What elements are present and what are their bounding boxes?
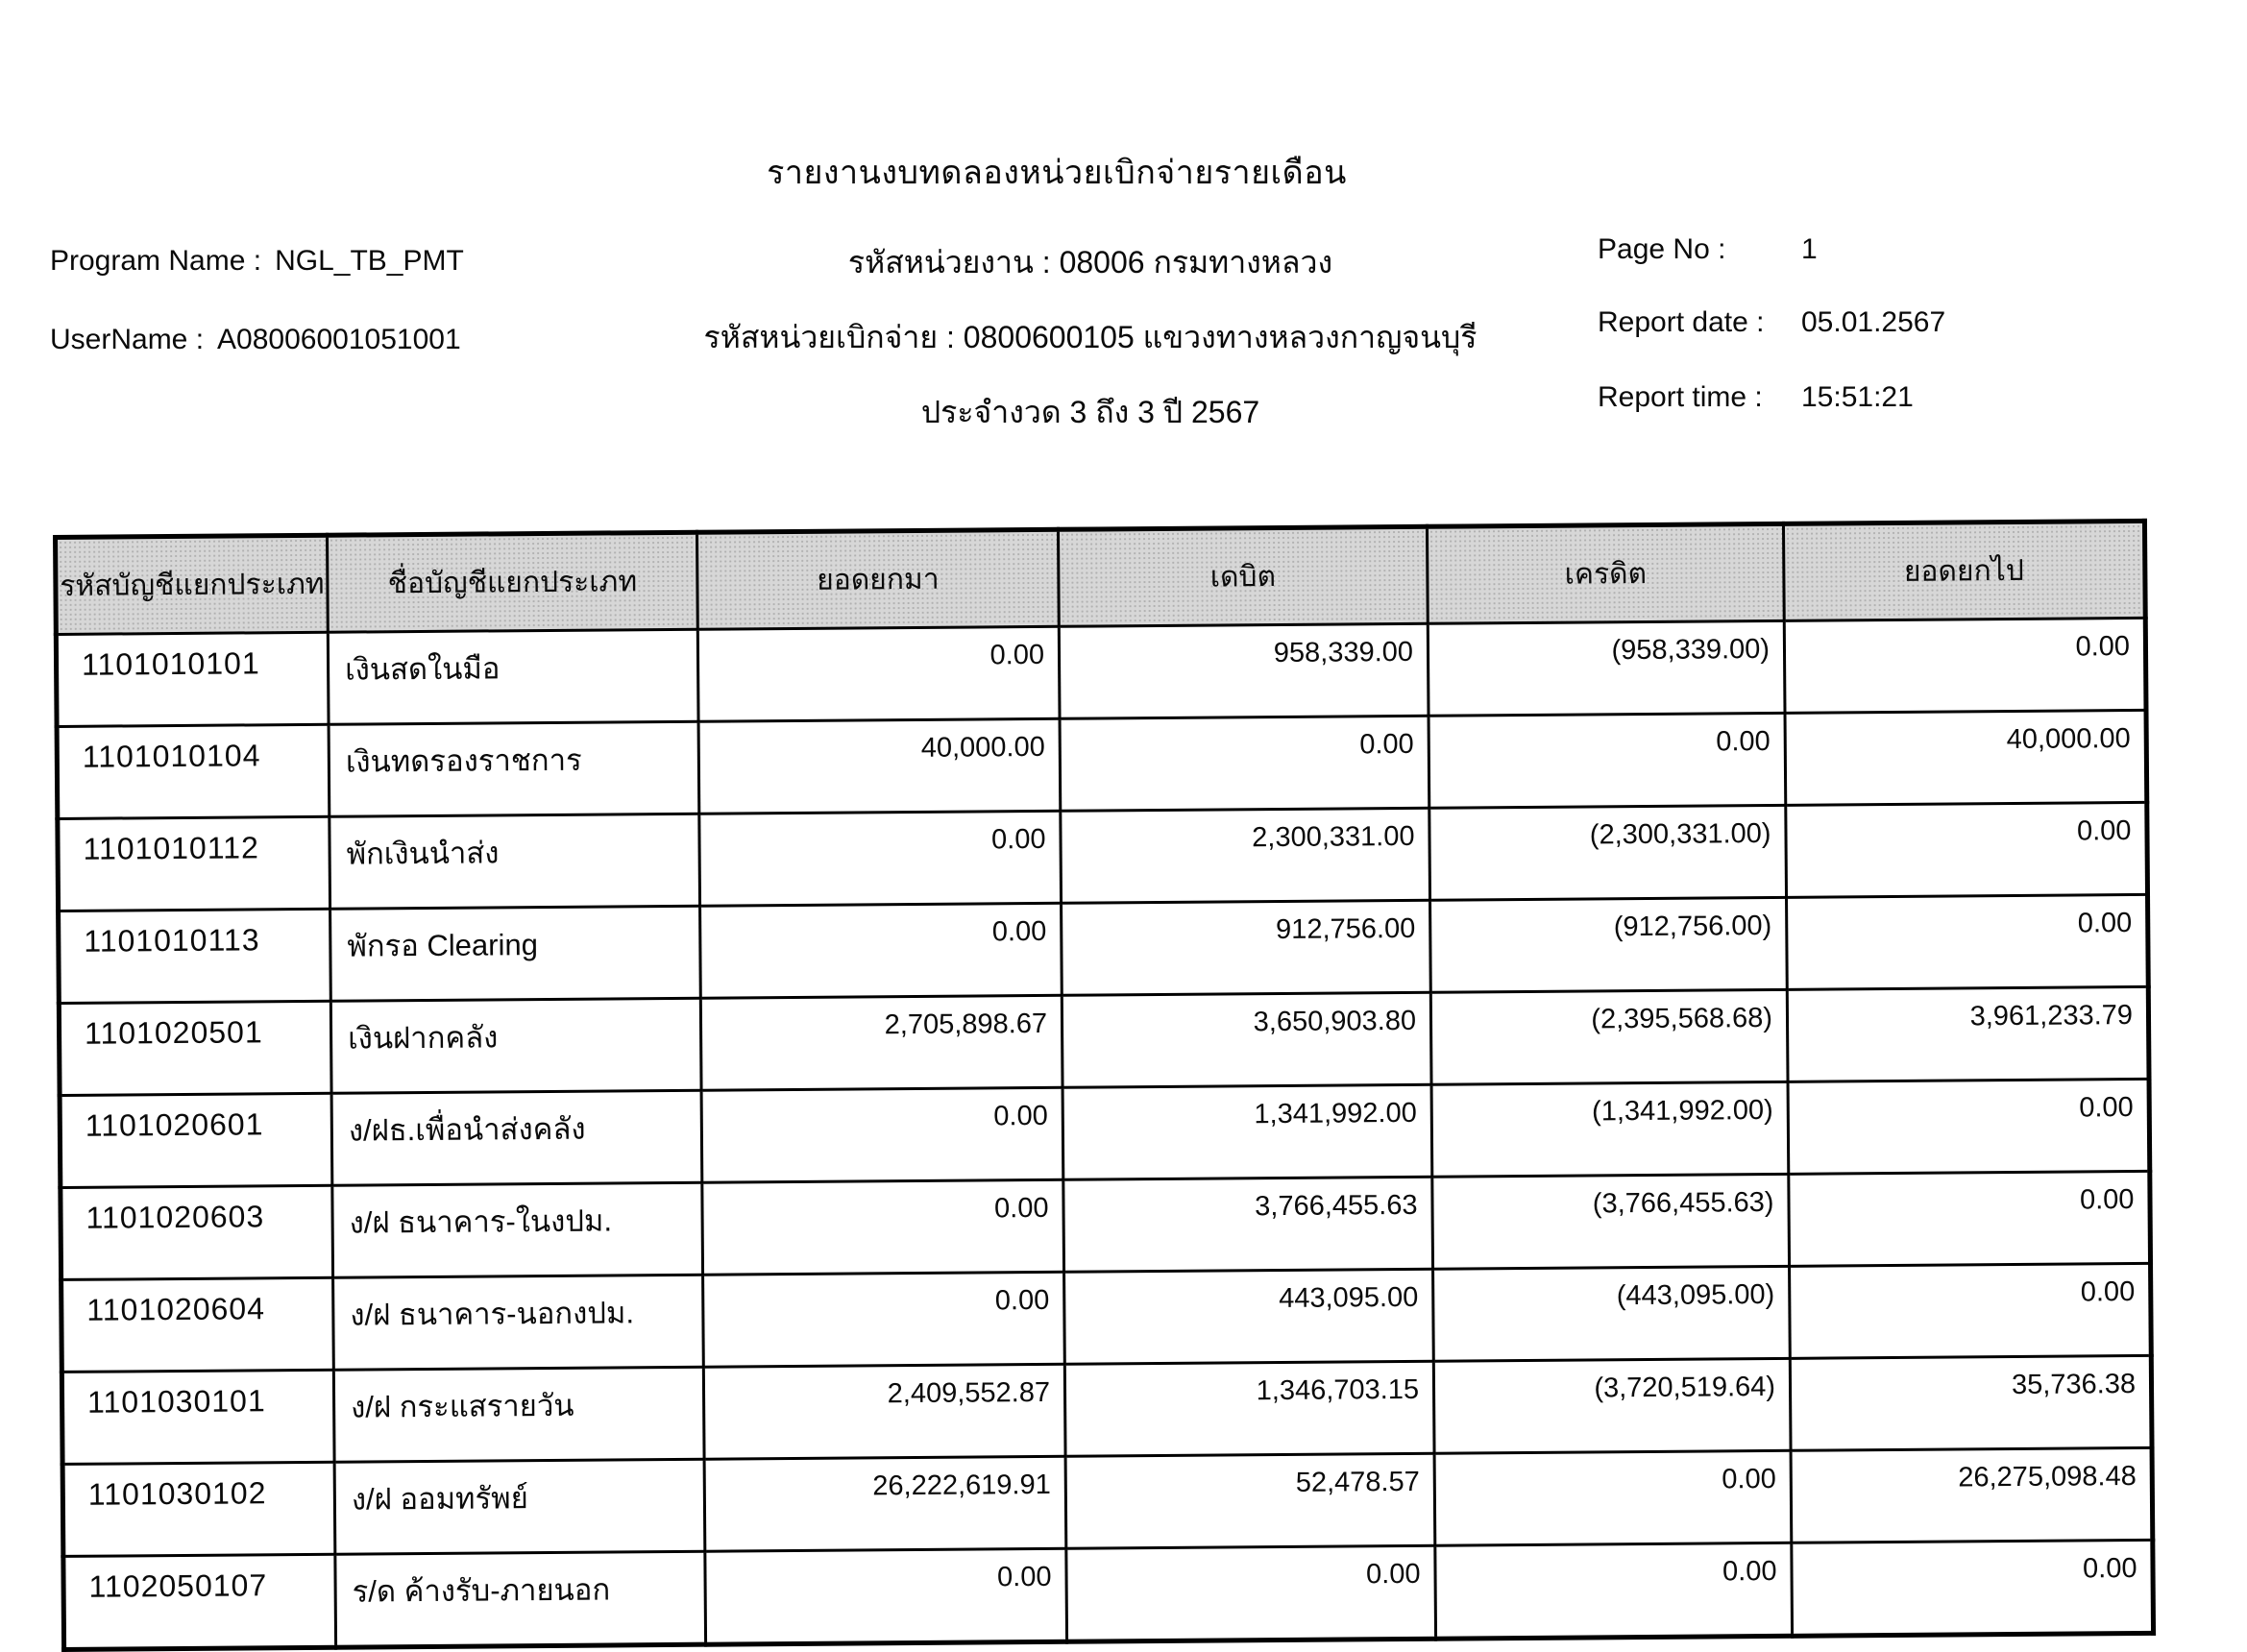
- table-row: [60, 1079, 2150, 1187]
- balance-forward-cell: 0.00: [701, 1087, 1063, 1182]
- carry-forward-cell: 0.00: [1788, 1079, 2150, 1174]
- page-no-label: Page No :: [1598, 233, 1726, 265]
- report-date-value: 05.01.2567: [1801, 306, 1946, 338]
- account-name-cell: ง/ฝ กระแสรายวัน: [333, 1367, 704, 1462]
- page-no-line: [1598, 233, 1818, 266]
- account-name-cell: ร/ด ค้างรับ-ภายนอก: [335, 1551, 706, 1647]
- account-code-cell: 1101020601: [60, 1093, 332, 1187]
- account-code-cell: 1101010113: [59, 909, 331, 1003]
- account-code-cell: 1101030102: [62, 1462, 335, 1556]
- credit-cell: 0.00: [1429, 713, 1786, 808]
- program-name-line: [50, 245, 464, 278]
- credit-cell: (2,300,331.00): [1429, 805, 1787, 900]
- table-row: [57, 710, 2147, 818]
- balance-forward-cell: 0.00: [702, 1179, 1064, 1275]
- report-date-label: Report date :: [1598, 306, 1765, 338]
- column-header-account-code: รหัสบัญชีแยกประเภท: [56, 535, 329, 634]
- debit-cell: 3,650,903.80: [1062, 992, 1431, 1087]
- credit-cell: (3,766,455.63): [1432, 1174, 1790, 1269]
- debit-cell: 52,478.57: [1065, 1453, 1435, 1548]
- credit-cell: (1,341,992.00): [1431, 1081, 1789, 1177]
- carry-forward-cell: 0.00: [1789, 1171, 2151, 1266]
- column-header-balance-forward: ยอดยกมา: [696, 529, 1059, 629]
- table-row: [63, 1540, 2154, 1649]
- credit-cell: 0.00: [1434, 1450, 1792, 1545]
- debit-cell: 0.00: [1066, 1545, 1436, 1641]
- balance-forward-cell: 40,000.00: [698, 718, 1061, 814]
- carry-forward-cell: 0.00: [1784, 618, 2146, 713]
- carry-forward-cell: 40,000.00: [1785, 710, 2147, 805]
- balance-forward-cell: 0.00: [697, 626, 1060, 721]
- table-row: [61, 1355, 2152, 1464]
- account-name-cell: ง/ฝ ธนาคาร-ในงปม.: [332, 1182, 703, 1277]
- account-code-cell: 1101030101: [61, 1370, 334, 1464]
- carry-forward-cell: 0.00: [1787, 894, 2149, 989]
- debit-cell: 1,341,992.00: [1062, 1084, 1432, 1179]
- balance-forward-cell: 2,705,898.67: [700, 995, 1062, 1090]
- credit-cell: (958,339.00): [1428, 620, 1785, 716]
- balance-forward-cell: 0.00: [705, 1548, 1067, 1644]
- report-time-label: Report time :: [1598, 381, 1763, 413]
- carry-forward-cell: 3,961,233.79: [1787, 986, 2149, 1081]
- table-row: [59, 986, 2149, 1095]
- account-name-cell: เงินทดรองราชการ: [329, 721, 699, 816]
- table-row: [59, 894, 2149, 1003]
- credit-cell: (3,720,519.64): [1433, 1358, 1791, 1453]
- balance-forward-cell: 2,409,552.87: [703, 1364, 1065, 1459]
- report-date-line: [1598, 306, 1945, 339]
- account-name-cell: เงินฝากคลัง: [330, 998, 701, 1093]
- column-header-credit: เครดิต: [1427, 523, 1784, 623]
- table-row: [56, 618, 2146, 726]
- table-row: [61, 1171, 2151, 1279]
- debit-cell: 0.00: [1060, 716, 1429, 811]
- table-header-row: [56, 521, 2146, 634]
- carry-forward-cell: 26,275,098.48: [1791, 1447, 2153, 1543]
- debit-cell: 912,756.00: [1062, 900, 1431, 995]
- username-line: [50, 324, 461, 356]
- balance-forward-cell: 26,222,619.91: [704, 1456, 1066, 1551]
- account-name-cell: ง/ฝ ธนาคาร-นอกงปม.: [333, 1275, 704, 1370]
- report-time-value: 15:51:21: [1801, 381, 1914, 413]
- agency-code-line: รหัสหน่วยงาน : 08006 กรมทางหลวง: [847, 245, 1333, 279]
- carry-forward-cell: 35,736.38: [1790, 1355, 2152, 1450]
- table-row: [62, 1447, 2153, 1556]
- username-label: UserName :: [50, 324, 205, 355]
- report-title: รายงานงบทดลองหน่วยเบิกจ่ายรายเดือน: [767, 155, 1347, 191]
- account-name-cell: ง/ฝธ.เพื่อนำส่งคลัง: [331, 1090, 702, 1185]
- credit-cell: (443,095.00): [1433, 1266, 1791, 1361]
- table-body: [56, 618, 2153, 1649]
- account-code-cell: 1101020501: [59, 1001, 331, 1095]
- debit-cell: 3,766,455.63: [1063, 1177, 1433, 1272]
- column-header-account-name: ชื่อบัญชีแยกประเภท: [328, 532, 698, 632]
- disbursement-code-line: รหัสหน่วยเบิกจ่าย : 0800600105 แขวงทางหลวงกาญจนบุรี: [703, 320, 1478, 354]
- account-code-cell: 1102050107: [63, 1554, 336, 1649]
- account-code-cell: 1101010112: [58, 816, 330, 911]
- account-code-cell: 1101020603: [61, 1185, 333, 1279]
- period-line: ประจำงวด 3 ถึง 3 ปี 2567: [920, 395, 1260, 429]
- username-value: A08006001051001: [217, 324, 461, 355]
- carry-forward-cell: 0.00: [1790, 1263, 2152, 1358]
- account-name-cell: ง/ฝ ออมทรัพย์: [334, 1459, 705, 1554]
- balance-forward-cell: 0.00: [703, 1272, 1065, 1367]
- carry-forward-cell: 0.00: [1786, 802, 2148, 897]
- report-time-line: [1598, 381, 1914, 414]
- balance-forward-cell: 0.00: [699, 811, 1062, 906]
- debit-cell: 1,346,703.15: [1064, 1361, 1434, 1456]
- trial-balance-table: [53, 519, 2156, 1652]
- column-header-carry-forward: ยอดยกไป: [1783, 521, 2145, 620]
- debit-cell: 2,300,331.00: [1061, 808, 1430, 903]
- account-name-cell: พักเงินนำส่ง: [330, 814, 700, 909]
- table-row: [61, 1263, 2152, 1372]
- account-code-cell: 1101010101: [56, 632, 329, 726]
- account-code-cell: 1101010104: [57, 724, 330, 818]
- debit-cell: 443,095.00: [1064, 1269, 1434, 1364]
- account-name-cell: พักรอ Clearing: [330, 906, 701, 1001]
- credit-cell: (912,756.00): [1430, 897, 1788, 992]
- account-code-cell: 1101020604: [61, 1277, 334, 1372]
- balance-forward-cell: 0.00: [700, 903, 1062, 998]
- debit-cell: 958,339.00: [1059, 623, 1429, 718]
- carry-forward-cell: 0.00: [1792, 1540, 2154, 1636]
- credit-cell: 0.00: [1435, 1543, 1793, 1639]
- table-row: [58, 802, 2148, 911]
- credit-cell: (2,395,568.68): [1430, 989, 1788, 1084]
- program-name-label: Program Name :: [50, 245, 262, 277]
- program-name-value: NGL_TB_PMT: [275, 245, 464, 277]
- column-header-debit: เดบิต: [1058, 526, 1428, 626]
- account-name-cell: เงินสดในมือ: [328, 629, 698, 724]
- page-no-value: 1: [1801, 233, 1818, 265]
